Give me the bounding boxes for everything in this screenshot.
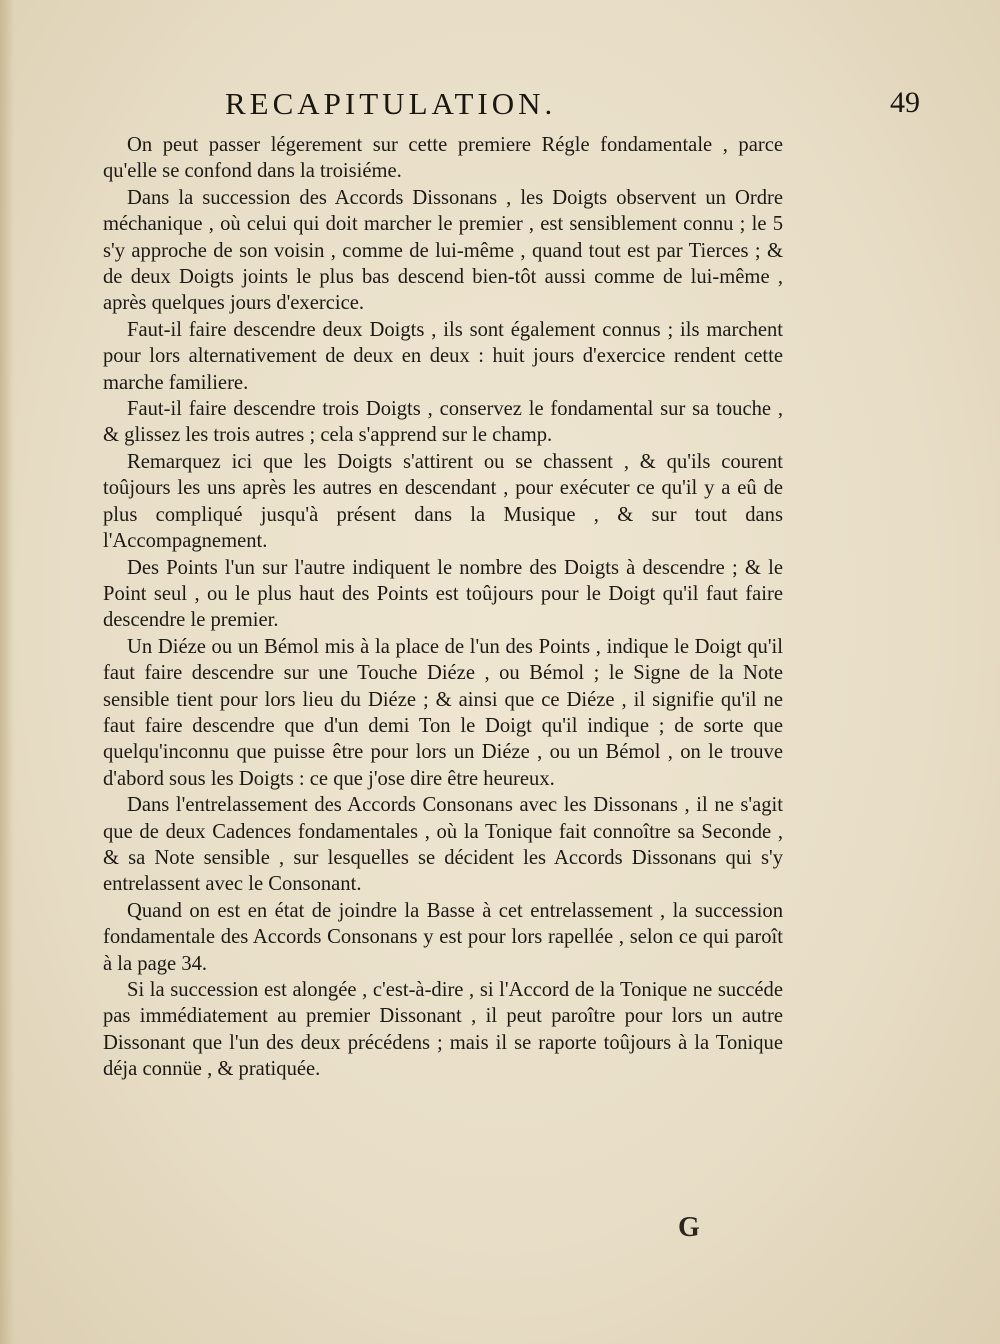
signature-mark: G — [678, 1212, 700, 1243]
paragraph: Dans la succession des Accords Dissonans , les Doigts observent un Ordre méchanique , où celui qui doit marcher le premier , est sensiblement connu ; le 5 s'y approche de son voisin , comme de lui-même , quand tout est par Tierces ; & de deux Doigts joints le plus bas descend bien-tôt aussi comme de lui-même , après quelques jours d'exercice. — [103, 186, 783, 315]
running-title: RECAPITULATION. — [225, 86, 557, 121]
paragraph: Faut-il faire descendre trois Doigts , conservez le fondamental sur sa touche , & glissez les trois autres ; cela s'apprend sur le champ. — [103, 398, 783, 447]
paragraph: Un Diéze ou un Bémol mis à la place de l'un des Points , indique le Doigt qu'il faut faire descendre sur une Touche Diéze , ou Bémol ; le Signe de la Note sensible tient pour lors lieu du Diéze ; & ainsi que ce Diéze , il signifie qu'il ne faut faire descendre que d'un demi Ton le Doigt qu'il indique ; de sorte que quelqu'inconnu que puisse être pour lors un Diéze , ou un Bémol , on le trouve d'abord sous les Doigts : ce que j'ose dire être heureux. — [103, 635, 783, 790]
paragraph: Des Points l'un sur l'autre indiquent le nombre des Doigts à descendre ; & le Point seul , ou le plus haut des Points est toûjours pour le Doigt qu'il faut faire descendre le premier. — [103, 556, 783, 632]
paragraph: Dans l'entrelassement des Accords Consonans avec les Dissonans , il ne s'agit que de deux Cadences fondamentales , où la Tonique fait connoître sa Seconde , & sa Note sensible , sur lesquelles se décident les Accords Dissonans qui s'y entrelassent avec le Consonant. — [103, 794, 783, 896]
paragraph: Quand on est en état de joindre la Basse à cet entrelassement , la succession fondamentale des Accords Consonans y est pour lors rapellée , selon ce qui paroît à la page 34. — [103, 899, 783, 975]
paragraph: Remarquez ici que les Doigts s'attirent ou se chassent , & qu'ils courent toûjours les uns après les autres en descendant , pour exécuter ce qu'il y a eû de plus compliqué jusqu'à présent dans la Musique , & sur tout dans l'Accompagnement. — [103, 450, 783, 553]
paragraph: On peut passer légerement sur cette premiere Régle fondamentale , parce qu'elle se confond dans la troisiéme. — [103, 134, 783, 183]
paragraph: Faut-il faire descendre deux Doigts , ils sont également connus ; ils marchent pour lors alternativement de deux en deux : huit jours d'exercice rendent cette marche familiere. — [103, 318, 783, 394]
page-header — [110, 86, 920, 130]
body-text — [103, 132, 783, 1083]
page-number: 49 — [890, 86, 920, 119]
paragraph: Si la succession est alongée , c'est-à-dire , si l'Accord de la Tonique ne succéde pas immédiatement au premier Dissonant , il peut paroître pour lors un autre Dissonant que l'un des deux précédens ; mais il se raporte toûjours à la Tonique déja connüe , & pratiquée. — [103, 979, 783, 1081]
